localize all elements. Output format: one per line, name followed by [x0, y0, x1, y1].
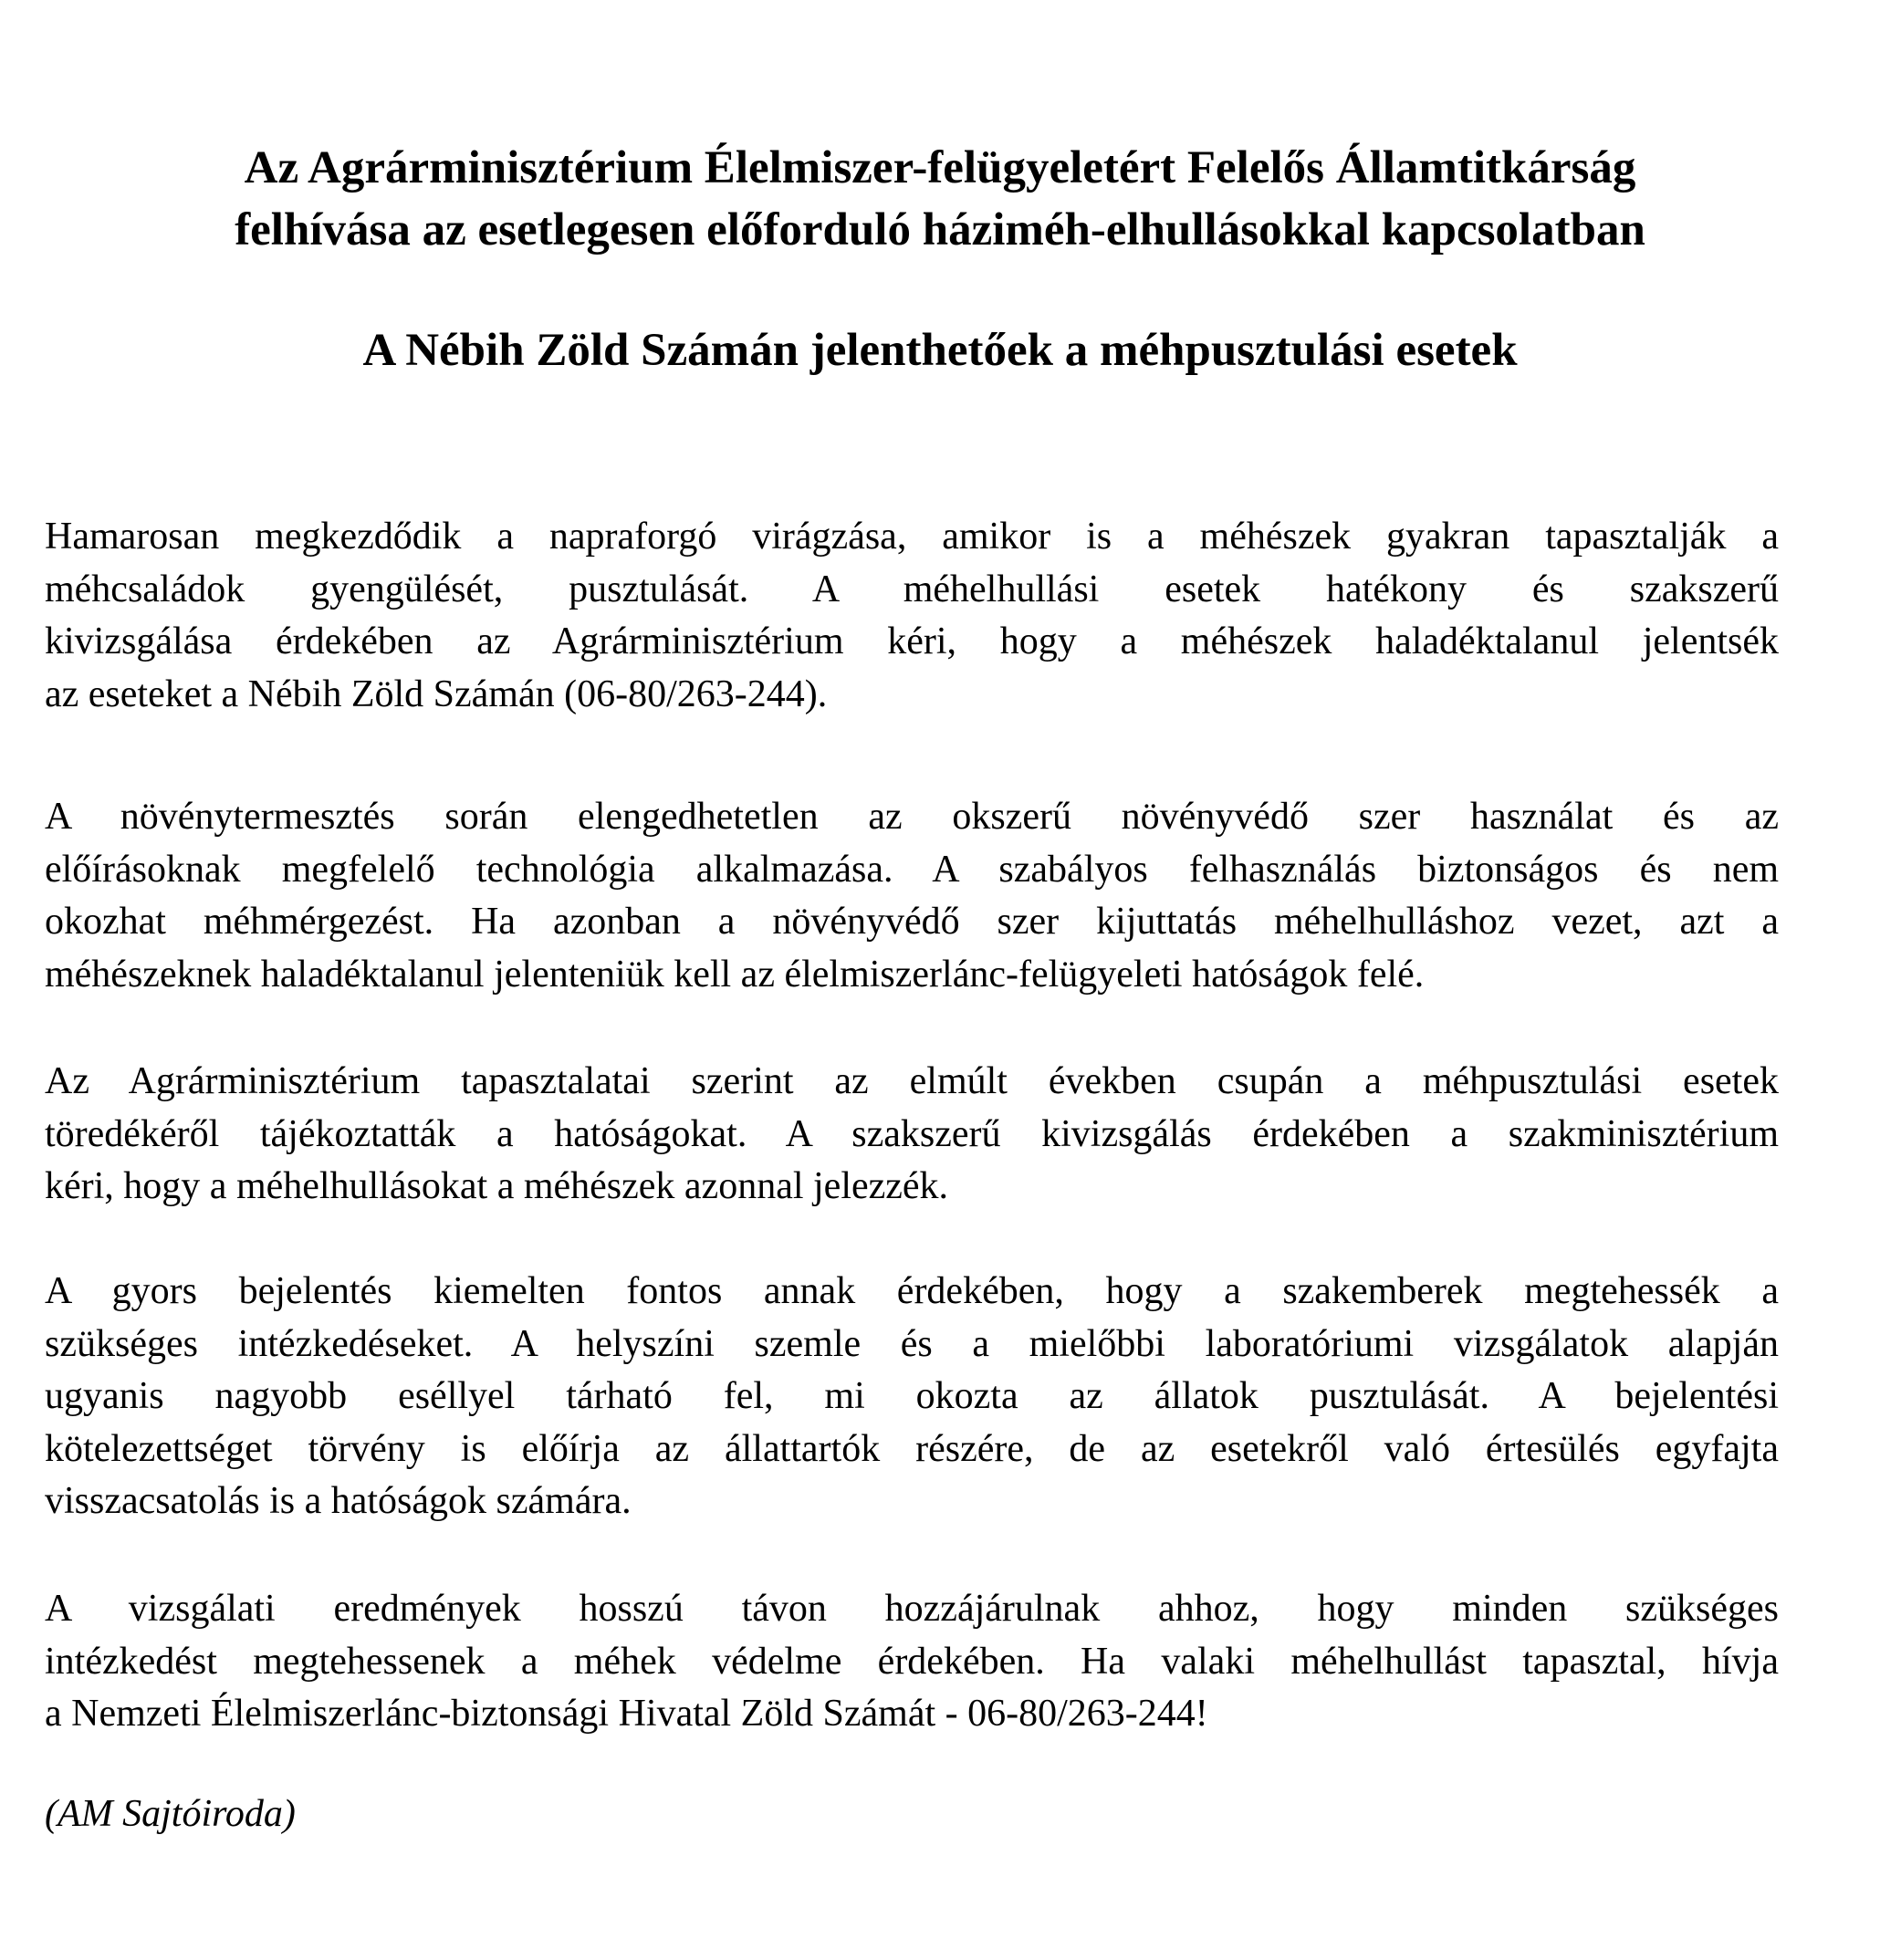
paragraph: [45, 1266, 1779, 1528]
text-line: okozhat méhmérgezést. Ha azonban a növényvédő szer kijuttatás méhelhulláshoz vezet, azt a: [45, 901, 1779, 943]
text-line: A növénytermesztés során elengedhetetlen az okszerű növényvédő szer használat és az: [45, 796, 1779, 838]
text-line: kéri, hogy a méhelhullásokat a méhészek azonnal jelezzék.: [45, 1165, 949, 1207]
text-line: Hamarosan megkezdődik a napraforgó virágzása, amikor is a méhészek gyakran tapasztalják a: [45, 516, 1779, 558]
text-line: töredékéről tájékoztatták a hatóságokat. A szakszerű kivizsgálás érdekében a szakminisztérium: [45, 1112, 1779, 1155]
signature: (AM Sajtóiroda): [45, 1793, 296, 1835]
text-line: kivizsgálása érdekében az Agrárminisztérium kéri, hogy a méhészek haladéktalanul jelentsék: [45, 620, 1779, 662]
paragraph: [45, 1583, 1779, 1741]
text-line: intézkedést megtehessenek a méhek védelme érdekében. Ha valaki méhelhullást tapasztal, hívja: [45, 1640, 1779, 1683]
text-line: szükséges intézkedéseket. A helyszíni szemle és a mielőbbi laboratóriumi vizsgálatok alapján: [45, 1322, 1779, 1365]
text-line: előírásoknak megfelelő technológia alkalmazása. A szabályos felhasználás biztonságos és nem: [45, 848, 1779, 891]
text-line: méhcsaládok gyengülését, pusztulását. A méhelhullási esetek hatékony és szakszerű: [45, 568, 1779, 610]
text-line: visszacsatolás is a hatóságok számára.: [45, 1480, 632, 1522]
text-line: méhészeknek haladéktalanul jelenteniük kell az élelmiszerlánc-felügyeleti hatóságok felé.: [45, 953, 1425, 996]
text-line: az eseteket a Nébih Zöld Számán (06-80/263-244).: [45, 672, 828, 715]
paragraph: [45, 1056, 1779, 1214]
text-line: Az Agrárminisztérium tapasztalatai szerint az elmúlt években csupán a méhpusztulási esetek: [45, 1060, 1779, 1102]
title-line: Az Agrárminisztérium Élelmiszer-felügyeletért Felelős Államtitkárság: [244, 142, 1636, 193]
text-line: A gyors bejelentés kiemelten fontos annak érdekében, hogy a szakemberek megtehessék a: [45, 1270, 1779, 1312]
paragraph: [45, 511, 1779, 721]
document-title: [73, 137, 1807, 261]
text-line: A vizsgálati eredmények hosszú távon hozzájárulnak ahhoz, hogy minden szükséges: [45, 1588, 1779, 1630]
title-line: felhívása az esetlegesen előforduló háziméh-elhullásokkal kapcsolatban: [235, 204, 1645, 255]
paragraph: [45, 791, 1779, 1001]
text-line: kötelezettséget törvény is előírja az állattartók részére, de az esetekről való értesülés egyfajta: [45, 1427, 1779, 1470]
text-line: a Nemzeti Élelmiszerlánc-biztonsági Hivatal Zöld Számát - 06-80/263-244!: [45, 1693, 1208, 1735]
document-subtitle: A Nébih Zöld Számán jelenthetőek a méhpusztulási esetek: [362, 325, 1518, 376]
text-line: ugyanis nagyobb eséllyel tárható fel, mi okozta az állatok pusztulását. A bejelentési: [45, 1375, 1779, 1417]
